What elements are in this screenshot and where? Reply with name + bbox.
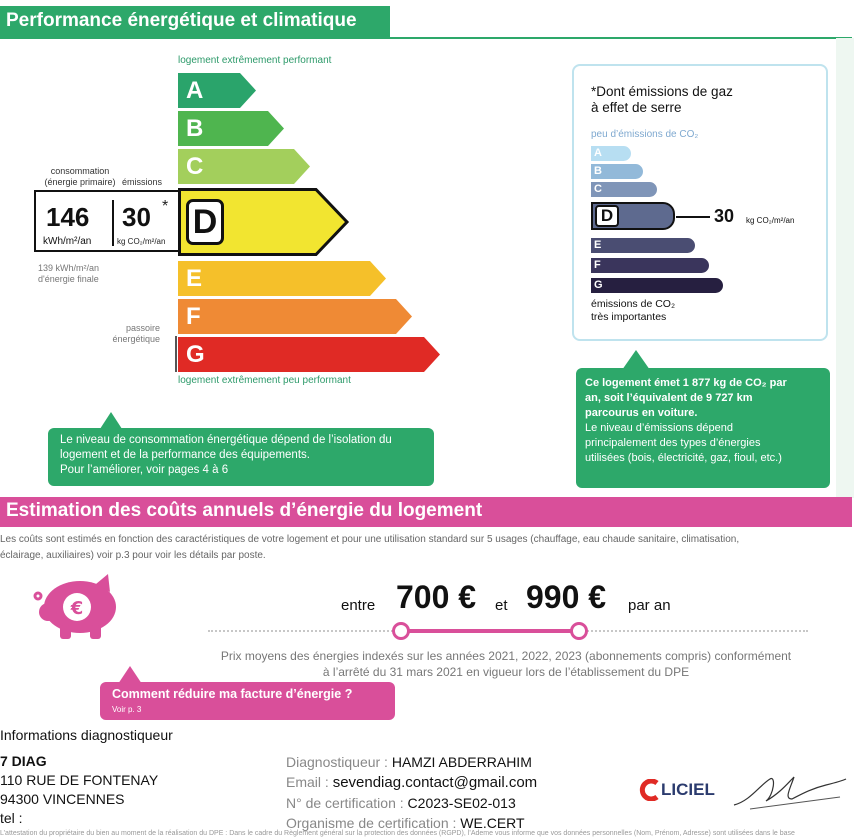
reduce-bill-sublabel: Voir p. 3	[112, 705, 142, 714]
cost-and-label: et	[495, 597, 508, 614]
consumption-caption: consommation (énergie primaire)	[44, 166, 116, 187]
energy-section-header	[0, 6, 390, 38]
ges-class-b: B	[591, 164, 643, 179]
energy-note: Le niveau de consommation énergétique dépend de l’isolation du logement et de la performance des équipements. Pour l’améliorer, voir pages 4 à 6	[48, 428, 434, 486]
passoire-label: passoire énergétique	[112, 323, 160, 344]
ges-current-class-letter: D	[600, 206, 614, 225]
reduce-bill-label: Comment réduire ma facture d’énergie ?	[112, 687, 353, 701]
energy-header-rule	[0, 37, 852, 39]
ges-top-label: peu d’émissions de CO₂	[591, 129, 699, 140]
svg-text:€: €	[70, 598, 84, 619]
emissions-unit: kg CO₂/m²/an	[117, 237, 166, 246]
ges-class-a: A	[591, 146, 631, 161]
energy-section-title: Performance énergétique et climatique	[6, 10, 357, 31]
energy-class-d-current	[178, 188, 350, 256]
cost-section-title: Estimation des coûts annuels d’énergie du logement	[6, 500, 483, 521]
cost-min-marker	[392, 622, 410, 640]
energy-current-class-letter: D	[192, 203, 218, 241]
diagnostician-name: HAMZI ABDERRAHIM	[391, 754, 532, 770]
ges-note-pointer	[622, 350, 650, 370]
passoire-bracket	[175, 336, 177, 372]
piggy-bank-icon	[30, 570, 125, 640]
cost-intro: Les coûts sont estimés en fonction des caractéristiques de votre logement et pour une utilisation standard sur 5 usages (chauffage, eau chaude sanitaire, climatisation, éclairage, auxiliaires) voir p.3 pour voir les détails par poste.	[0, 534, 740, 561]
energy-class-c: C	[178, 149, 312, 184]
consumption-value: 146	[46, 202, 90, 232]
cost-min-value: 700 €	[396, 579, 477, 615]
ges-card	[572, 64, 828, 341]
energy-current-class-box	[186, 199, 224, 245]
diagnostician-cert-number: C2023-SE02-013	[407, 795, 516, 811]
cost-range-fill	[401, 629, 579, 633]
diagnostician-company: 7 DIAG	[0, 753, 47, 769]
ges-bottom-label: émissions de CO₂ très importantes	[591, 298, 676, 323]
energy-class-e: E	[178, 261, 388, 296]
value-divider	[112, 200, 114, 246]
right-margin-strip	[836, 38, 854, 498]
diagnostician-company-block	[0, 752, 158, 828]
ges-class-g: G	[591, 278, 723, 293]
liciel-logo-text: LICIEL	[661, 780, 715, 799]
diagnostician-address-2: 94300 VINCENNES	[0, 791, 125, 807]
ges-class-e: E	[591, 238, 695, 253]
cost-max-marker	[570, 622, 588, 640]
cost-section-header	[0, 497, 852, 527]
cost-price-note: Prix moyens des énergies indexés sur les années 2021, 2022, 2023 (abonnements compris) conformément à l’arrêté du 31 mars 2021 en vigueur lors de l’établissement du DPE	[220, 649, 792, 679]
ges-value: 30	[714, 206, 735, 226]
ges-current-class-box	[595, 205, 619, 227]
ges-class-f: F	[591, 258, 709, 273]
emissions-caption: émissions	[122, 177, 163, 187]
diagnostician-cert-org: WE.CERT	[460, 815, 525, 831]
ges-title: *Dont émissions de gaz à effet de serre	[591, 84, 733, 115]
energy-bottom-label: logement extrêmement peu performant	[178, 375, 351, 386]
consumption-unit: kWh/m²/an	[43, 236, 92, 247]
ges-class-d-current	[591, 202, 675, 230]
ges-unit: kg CO₂/m²/an	[746, 216, 795, 225]
ges-value-leader	[676, 216, 710, 218]
ges-note: Ce logement émet 1 877 kg de CO₂ par an, soit l’équivalent de 9 727 km parcourus en voiture. Le niveau d’émissions dépend principalement des types d’énergies utilisées (bois, électricité, gaz, fioul, etc.)	[576, 368, 830, 488]
signature-image	[730, 765, 848, 813]
energy-class-a: A	[178, 73, 258, 108]
footer-legal-text: L’attestation du propriétaire du bien au moment de la réalisation du DPE : Dans le cadre du Règlement général sur la protection des données (RGPD), l’Ademe vous informe que vos données personnelles (Nom, Prénom, Adresse) sont utilisées dans le base	[0, 830, 795, 837]
diagnostician-address-1: 110 RUE DE FONTENAY	[0, 772, 159, 788]
energy-class-b: B	[178, 111, 286, 146]
consumption-emissions-box	[34, 190, 180, 252]
diagnostician-heading: Informations diagnostiqueur	[0, 727, 173, 743]
cost-per-year-label: par an	[628, 597, 671, 614]
energy-top-label: logement extrêmement performant	[178, 55, 332, 66]
cost-max-value: 990 €	[526, 579, 607, 615]
diagnostician-tel: tel :	[0, 810, 23, 826]
emissions-star: *	[162, 198, 169, 215]
diagnostician-details: Diagnostiqueur : HAMZI ABDERRAHIM Email : sevendiag.contact@gmail.com N° de certification : C2023-SE02-013 Organisme de certification : WE.CERT	[286, 754, 538, 831]
diagnostician-email[interactable]: sevendiag.contact@gmail.com	[332, 774, 538, 791]
final-energy-note: 139 kWh/m²/an d'énergie finale	[38, 263, 100, 284]
ges-class-c: C	[591, 182, 657, 197]
energy-class-f: F	[178, 299, 414, 334]
cost-between-label: entre	[341, 597, 376, 614]
emissions-value: 30	[122, 202, 151, 232]
energy-class-g: G	[178, 337, 442, 372]
liciel-logo-icon	[639, 779, 661, 801]
reduce-bill-button[interactable]	[100, 682, 395, 720]
